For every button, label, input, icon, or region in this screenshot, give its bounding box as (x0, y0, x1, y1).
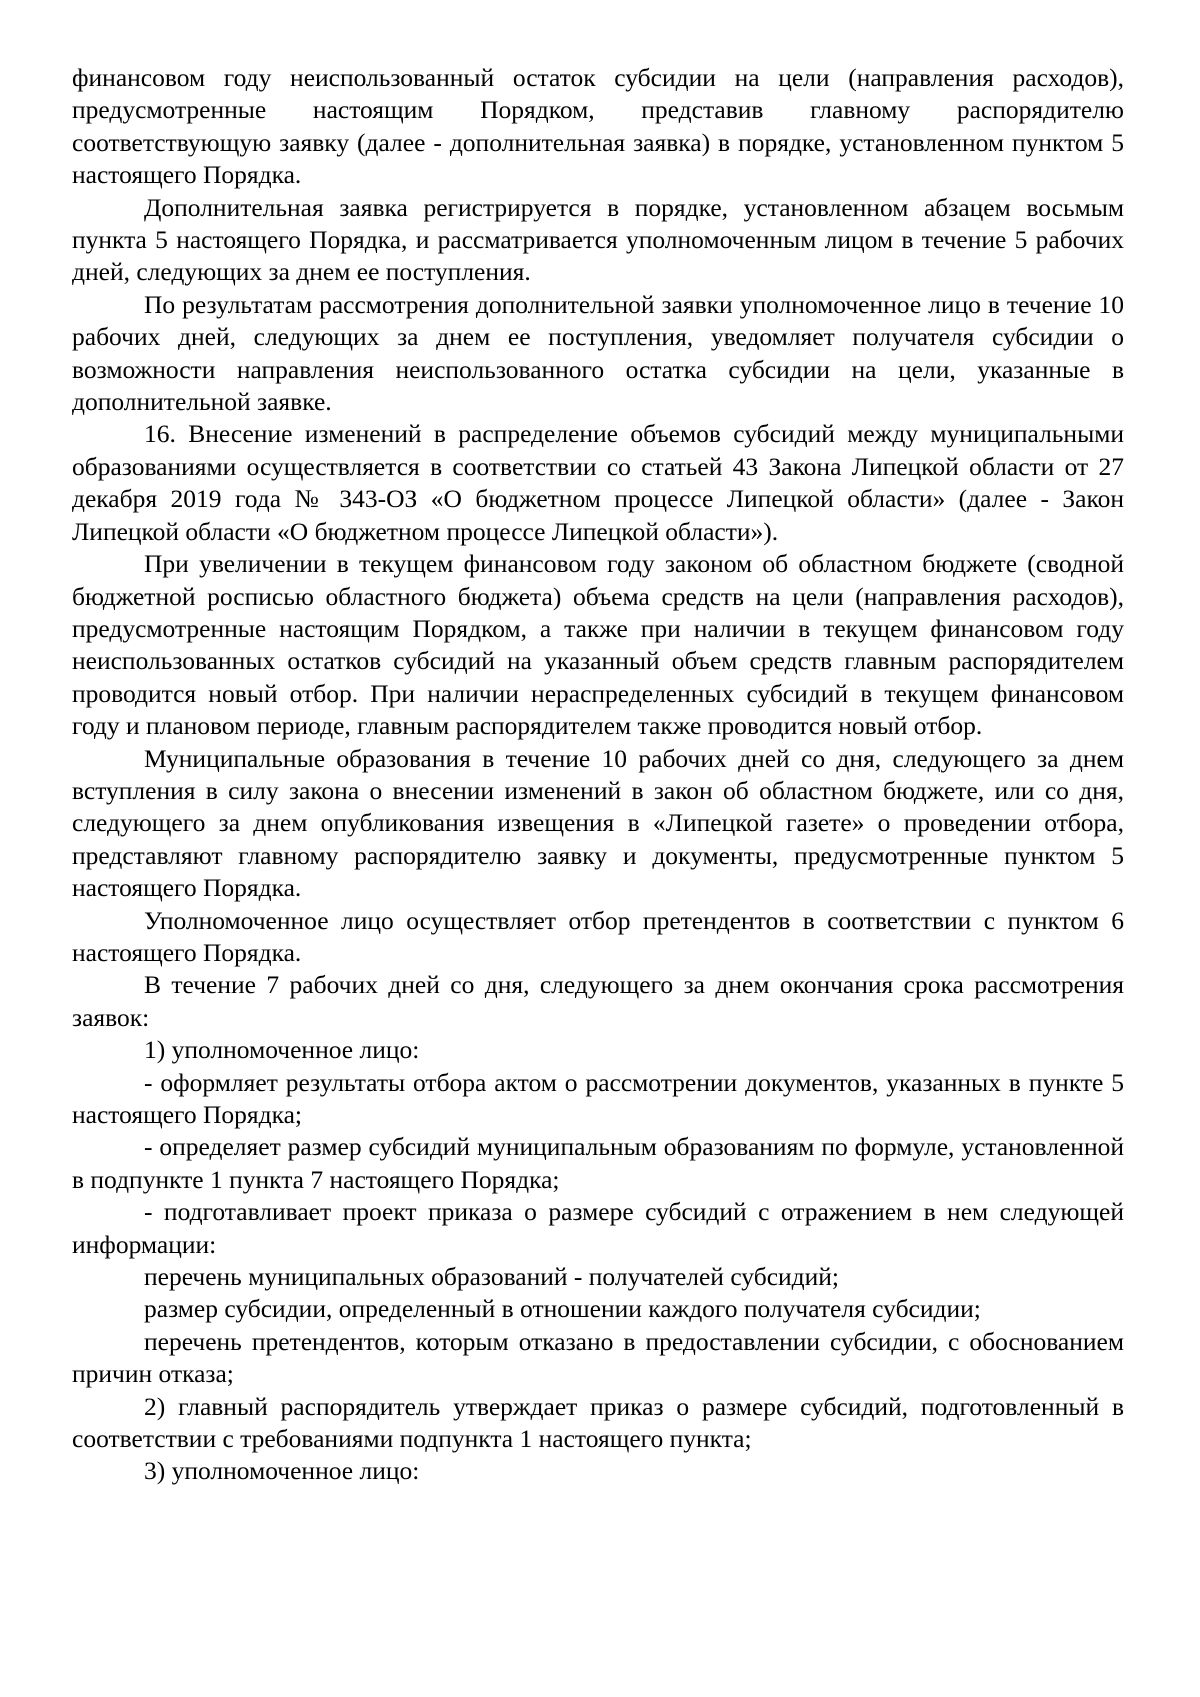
paragraph-review-results: По результатам рассмотрения дополнительной заявки уполномоченное лицо в течение 10 рабочих дней, следующих за днем ее поступления, уведомляет получателя субсидии о возможности направления неиспользованного остатка субсидии на цели, указанные в дополнительной заявке. (72, 289, 1124, 417)
paragraph-municipal-applications: Муниципальные образования в течение 10 рабочих дней со дня, следующего за днем вступления в силу закона о внесении изменений в закон об областном бюджете, или со дня, следующего за днем опубликования извещения в «Липецкой газете» о проведении отбора, представляют главному распорядителю заявку и документы, предусмотренные пунктом 5 настоящего Порядка. (72, 743, 1124, 903)
paragraph-selection-of-applicants: Уполномоченное лицо осуществляет отбор претендентов в соответствии с пунктом 6 настоящего Порядка. (72, 905, 1124, 967)
list-item-3-authorized-person: 3) уполномоченное лицо: (144, 1456, 420, 1486)
paragraph-additional-request-registration: Дополнительная заявка регистрируется в порядке, установленном абзацем восьмым пункта 5 настоящего Порядка, и рассматривается уполномоченным лицом в течение 5 рабочих дней, следующих за днем ее поступления. (72, 192, 1124, 287)
list-item-prepare-order: - подготавливает проект приказа о размере субсидий с отражением в нем следующей информации: (72, 1197, 1124, 1259)
paragraph-new-selection: При увеличении в текущем финансовом году законом об областном бюджете (сводной бюджетной росписью областного бюджета) объема средств на цели (направления расходов), предусмотренные настоящим Порядком, а также при наличии в текущем финансовом году неиспользованных остатков субсидий на указанный объем средств главным распорядителем проводится новый отбор. При наличии нераспределенных субсидий в текущем финансовом году и плановом периоде, главным распорядителем также проводится новый отбор. (72, 549, 1124, 741)
list-item-formalize-results: - оформляет результаты отбора актом о рассмотрении документов, указанных в пункте 5 настоящего Порядка; (72, 1067, 1124, 1129)
list-item-2-approve-order: 2) главный распорядитель утверждает приказ о размере субсидий, подготовленный в соответствии с требованиями подпункта 1 настоящего пункта; (72, 1391, 1124, 1454)
paragraph-seven-days: В течение 7 рабочих дней со дня, следующего за днем окончания срока рассмотрения заявок: (72, 970, 1124, 1032)
list-item-determine-size: - определяет размер субсидий муниципальным образованиям по формуле, установленной в подпункте 1 пункта 7 настоящего Порядка; (72, 1132, 1124, 1194)
list-item-1-authorized-person: 1) уполномоченное лицо: (144, 1035, 420, 1065)
list-item-municipal-list: перечень муниципальных образований - получателей субсидий; (144, 1262, 840, 1292)
list-item-subsidy-size: размер субсидии, определенный в отношении каждого получателя субсидии; (144, 1294, 981, 1324)
paragraph-remaining-balance: финансовом году неиспользованный остаток субсидии на цели (направления расходов), предусмотренные настоящим Порядком, представив главному распорядителю соответствующую заявку (далее - дополнительная заявка) в порядке, установленном пунктом 5 настоящего Порядка. (72, 63, 1124, 190)
list-item-refused-applicants: перечень претендентов, которым отказано в предоставлении субсидии, с обоснованием причин отказа; (72, 1326, 1124, 1389)
paragraph-item-16: 16. Внесение изменений в распределение объемов субсидий между муниципальными образованиями осуществляется в соответствии со статьей 43 Закона Липецкой области от 27 декабря 2019 года № 343-ОЗ «О бюджетном процессе Липецкой области» (далее - Закон Липецкой области «О бюджетном процессе Липецкой области»). (72, 419, 1124, 546)
